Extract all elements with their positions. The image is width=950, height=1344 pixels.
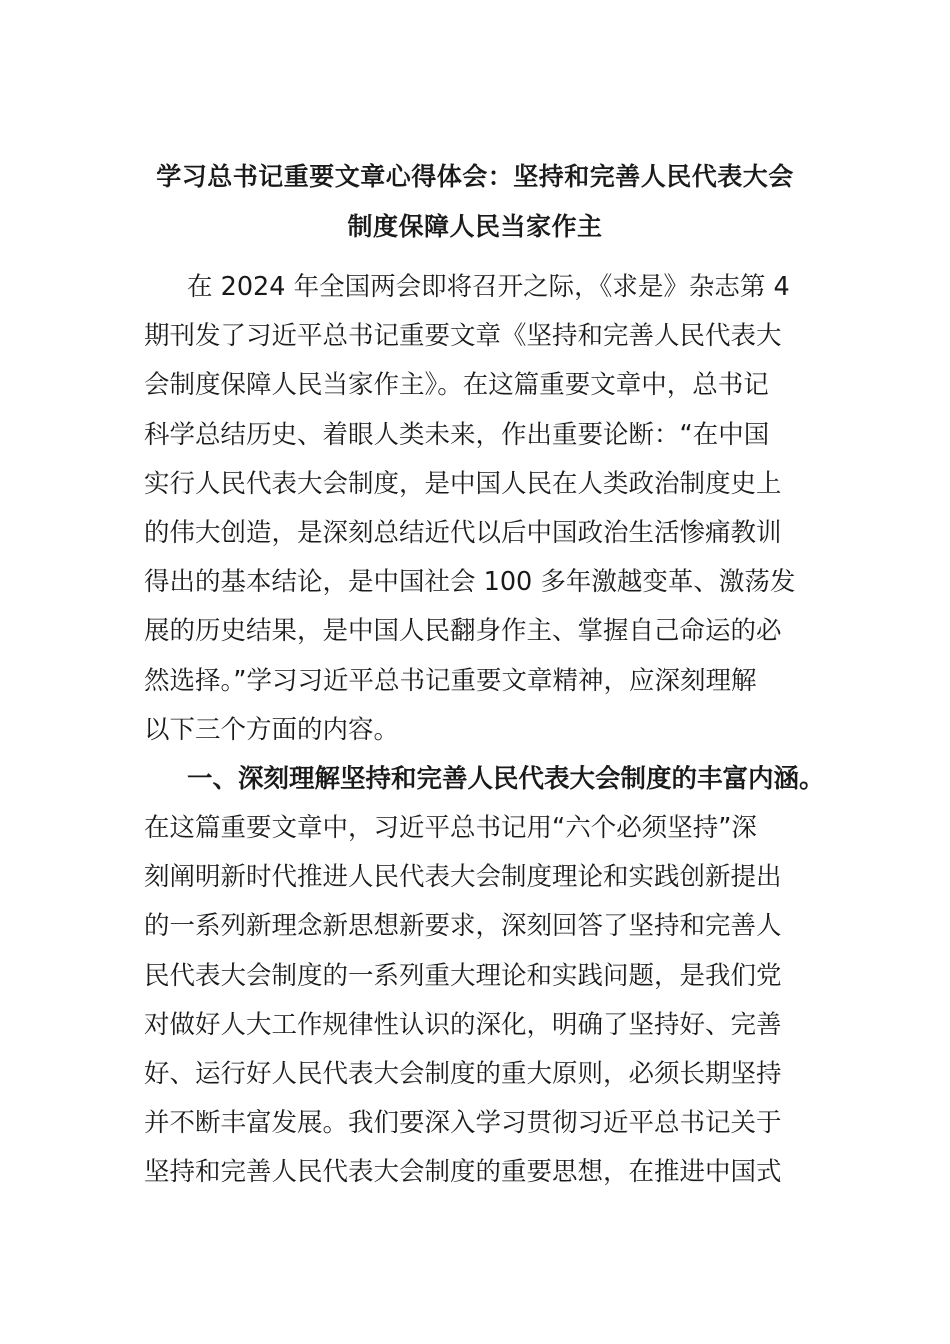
paragraph-line: 得出的基本结论，是中国社会 100 多年激越变革、激荡发 [144, 567, 796, 598]
paragraph-line: 展的历史结果，是中国人民翻身作主、掌握自己命运的必 [144, 616, 782, 647]
paragraph-line: 刻阐明新时代推进人民代表大会制度理论和实践创新提出 [144, 862, 782, 893]
document-body [144, 263, 825, 1198]
paragraph-line: 对做好人大工作规律性认识的深化，明确了坚持好、完善 [144, 1009, 782, 1040]
paragraph-line: 的伟大创造，是深刻总结近代以后中国政治生活惨痛教训 [144, 517, 782, 548]
paragraph-line: 的一系列新理念新思想新要求，深刻回答了坚持和完善人 [144, 911, 782, 942]
paragraph-line: 坚持和完善人民代表大会制度的重要思想，在推进中国式 [144, 1157, 782, 1188]
paragraph-line: 期刊发了习近平总书记重要文章《坚持和完善人民代表大 [144, 321, 782, 352]
paragraph-line: 然选择。”学习习近平总书记重要文章精神，应深刻理解 [144, 665, 757, 696]
paragraph-line: 科学总结历史、着眼人类未来，作出重要论断：“在中国 [144, 419, 770, 450]
paragraph-line: 实行人民代表大会制度，是中国人民在人类政治制度史上 [144, 468, 782, 499]
paragraph-line: 在 2024 年全国两会即将召开之际，《求是》杂志第 4 [187, 272, 790, 302]
paragraph-line: 好、运行好人民代表大会制度的重大原则，必须长期坚持 [144, 1059, 782, 1089]
paragraph-line: 会制度保障人民当家作主》。在这篇重要文章中，总书记 [144, 370, 769, 401]
section-heading: 一、深刻理解坚持和完善人民代表大会制度的丰富内涵。 [187, 763, 825, 794]
paragraph-line: 以下三个方面的内容。 [144, 714, 400, 745]
document-title [120, 152, 830, 252]
paragraph-line: 并不断丰富发展。我们要深入学习贯彻习近平总书记关于 [144, 1108, 782, 1139]
title-line-1: 学习总书记重要文章心得体会：坚持和完善人民代表大会 [156, 162, 794, 191]
paragraph-line: 民代表大会制度的一系列重大理论和实践问题，是我们党 [144, 960, 782, 991]
paragraph-line: 在这篇重要文章中，习近平总书记用“六个必须坚持”深 [144, 813, 757, 844]
title-line-2: 制度保障人民当家作主 [347, 212, 603, 241]
